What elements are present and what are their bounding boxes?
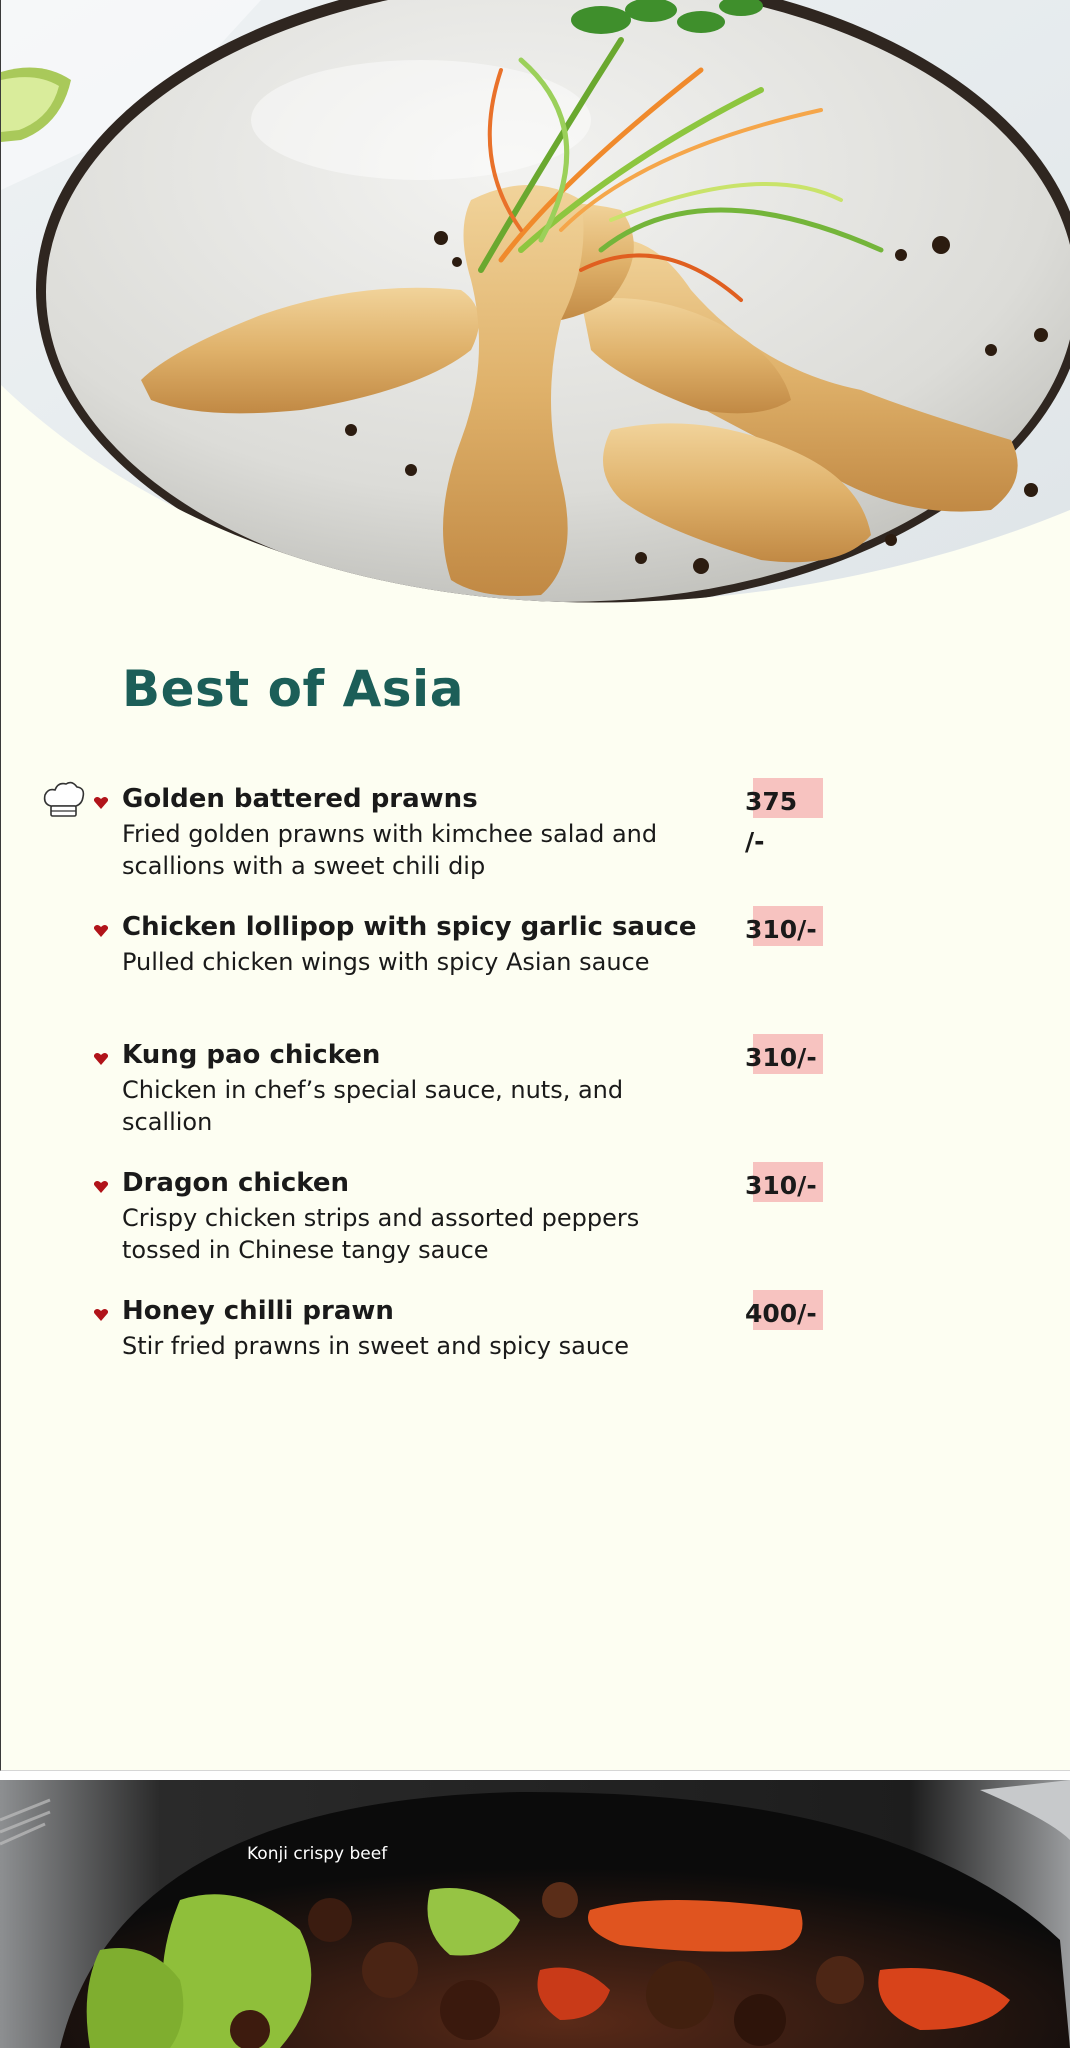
- item-price-text: 310/-: [745, 915, 817, 944]
- item-description: Fried golden prawns with kimchee salad and scallions with a sweet chili dip: [122, 820, 658, 880]
- item-price-text: 310/-: [745, 1171, 817, 1200]
- heart-bullet-icon: [93, 1180, 109, 1194]
- heart-bullet-icon: [93, 1308, 109, 1322]
- heart-bullet-icon: [93, 1052, 109, 1066]
- heart-bullet-icon: [93, 924, 109, 938]
- item-description: Pulled chicken wings with spicy Asian sauce: [122, 948, 650, 976]
- item-name: Kung pao chicken: [122, 1040, 381, 1070]
- item-price-text: 310/-: [745, 1043, 817, 1072]
- item-price: [745, 1162, 827, 1202]
- item-name: Golden battered prawns: [122, 784, 478, 814]
- heart-bullet-icon: [93, 796, 109, 810]
- item-description: Chicken in chef’s special sauce, nuts, and scallion: [122, 1076, 624, 1136]
- item-name: Honey chilli prawn: [122, 1296, 394, 1326]
- photo-caption: Konji crispy beef: [247, 1844, 388, 1864]
- item-name: Chicken lollipop with spicy garlic sauce: [122, 912, 697, 942]
- next-menu-page[interactable]: [0, 1780, 1070, 2048]
- item-price-text: 400/-: [745, 1299, 817, 1328]
- item-price: [745, 1290, 827, 1330]
- item-price: [745, 1034, 827, 1074]
- menu-item-golden-battered-prawns[interactable]: [1, 784, 1070, 894]
- item-description: Stir fried prawns in sweet and spicy sauce: [122, 1332, 630, 1360]
- menu-item-honey-chilli-prawn[interactable]: [1, 1296, 1070, 1406]
- menu-item-kung-pao-chicken[interactable]: [1, 1040, 1070, 1150]
- item-price: [745, 778, 827, 856]
- item-price-text: 375 /-: [745, 787, 798, 856]
- menu-item-chicken-lollipop[interactable]: [1, 912, 1070, 1022]
- item-price: [745, 906, 827, 946]
- menu-item-dragon-chicken[interactable]: [1, 1168, 1070, 1278]
- section-title: Best of Asia: [122, 660, 464, 718]
- konji-beef-photo: [0, 1780, 1070, 2048]
- item-description: Crispy chicken strips and assorted peppers tossed in Chinese tangy sauce: [122, 1204, 640, 1264]
- hero-food-photo: [1, 0, 1070, 610]
- item-name: Dragon chicken: [122, 1168, 349, 1198]
